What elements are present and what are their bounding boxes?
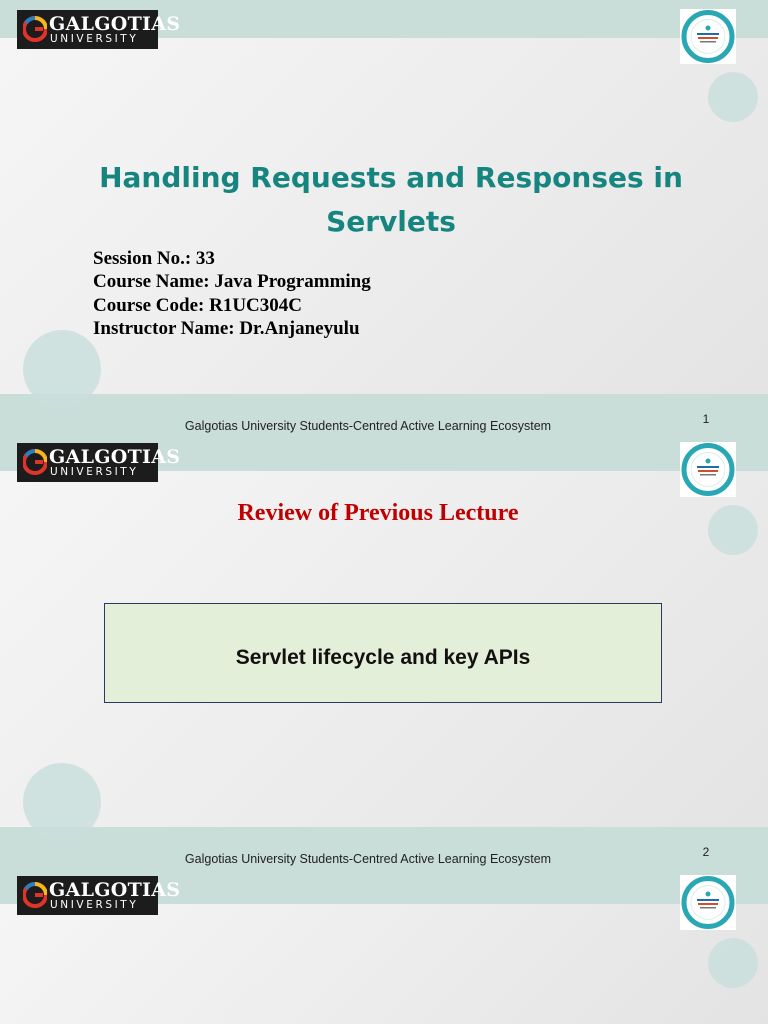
course-code: Course Code: R1UC304C (93, 294, 302, 316)
logo-sub: UNIVERSITY (50, 466, 139, 478)
logo-name: GALGOTIAS (49, 13, 181, 35)
scale-badge-icon (680, 442, 736, 497)
logo-sub: UNIVERSITY (50, 899, 139, 911)
slide-heading: Review of Previous Lecture (237, 500, 519, 526)
slide-2 (0, 433, 768, 866)
content-box (104, 603, 662, 703)
slide-3 (0, 866, 768, 1024)
university-logo (17, 443, 181, 482)
logo-name: GALGOTIAS (49, 879, 181, 901)
session-number: Session No.: 33 (93, 248, 215, 269)
decor-circle (708, 938, 758, 988)
slide-footer: Galgotias University Students-Centred Active Learning Ecosystem (184, 419, 552, 433)
logo-sub: UNIVERSITY (50, 33, 139, 45)
page-number: 1 (702, 412, 710, 426)
slide-footer: Galgotias University Students-Centred Active Learning Ecosystem (184, 852, 552, 866)
decor-circle (23, 763, 101, 841)
logo-swirl-icon (23, 15, 47, 43)
university-logo (17, 10, 181, 49)
university-logo (17, 876, 181, 915)
decor-circle (23, 330, 101, 408)
logo-swirl-icon (23, 448, 47, 476)
logo-swirl-icon (23, 881, 47, 909)
page-number: 2 (702, 845, 710, 859)
logo-name: GALGOTIAS (49, 446, 181, 468)
scale-badge-icon (680, 875, 736, 930)
course-name: Course Name: Java Programming (93, 271, 371, 293)
slide-1 (0, 0, 768, 433)
decor-circle (708, 72, 758, 122)
instructor-name: Instructor Name: Dr.Anjaneyulu (93, 317, 360, 339)
slide-title: Handling Requests and Responses in Servlets (99, 161, 683, 238)
session-info (93, 247, 371, 340)
scale-badge-icon (680, 9, 736, 64)
content-box-text: Servlet lifecycle and key APIs (235, 646, 531, 669)
